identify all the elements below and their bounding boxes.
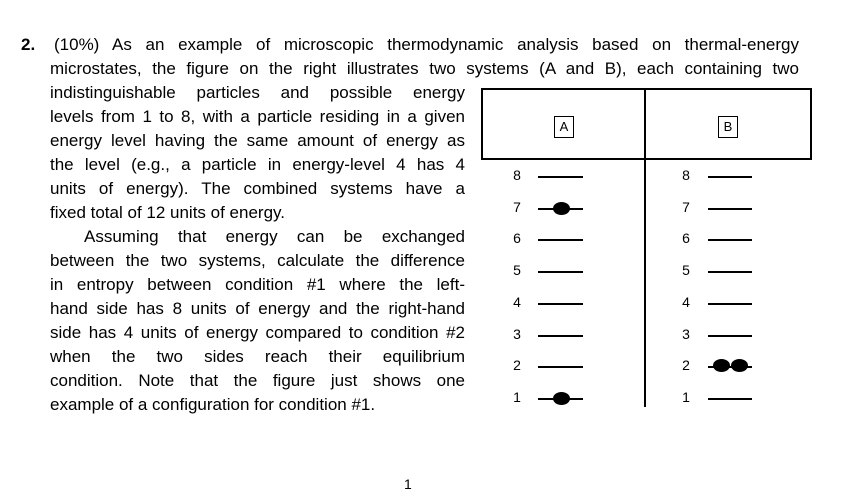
question-line: example of a configuration for condition #1.	[50, 395, 376, 414]
question-line: microstates, the figure on the right illustrates two systems (A and B), each containing two	[50, 59, 799, 78]
system-b-level-line	[708, 335, 752, 337]
system-b-label: B	[718, 116, 738, 138]
system-b-level-line	[708, 208, 752, 210]
figure-header-divider	[644, 88, 646, 158]
question-line: between the two systems, calculate the difference	[50, 251, 465, 270]
system-a-level-number: 4	[513, 293, 521, 310]
energy-level-figure	[481, 88, 811, 409]
system-a-level-number: 5	[513, 262, 521, 279]
question-line: the level (e.g., a particle in energy-level 4 has 4	[50, 155, 465, 174]
question-line: fixed total of 12 units of energy.	[50, 203, 285, 222]
system-a-particle	[553, 202, 570, 215]
system-b-level-line	[708, 239, 752, 241]
system-b-level-line	[708, 398, 752, 400]
question-line: hand side has 8 units of energy and the right-hand	[50, 299, 465, 318]
system-a-level-line	[538, 366, 583, 368]
question-line: energy level having the same amount of energy as	[50, 131, 465, 150]
system-a-level-line	[538, 239, 583, 241]
system-a-level-line	[538, 335, 583, 337]
system-b-level-line	[708, 303, 752, 305]
question-line: condition. Note that the figure just shows one	[50, 371, 465, 390]
system-a-level-number: 7	[513, 198, 521, 215]
system-b-level-line	[708, 271, 752, 273]
system-b-level-number: 3	[682, 325, 690, 342]
system-a-level-number: 1	[513, 388, 521, 405]
system-a-particle	[553, 392, 570, 405]
figure-axis-divider	[644, 158, 646, 407]
system-b-level-number: 1	[682, 388, 690, 405]
system-b-particle	[713, 359, 730, 372]
question-line: (10%) As an example of microscopic thermodynamic analysis based on thermal-energy	[54, 35, 799, 54]
system-b-level-number: 5	[682, 262, 690, 279]
question-line: levels from 1 to 8, with a particle residing in a given	[50, 107, 465, 126]
system-a-level-line	[538, 271, 583, 273]
system-b-level-number: 4	[682, 293, 690, 310]
system-b-level-number: 7	[682, 198, 690, 215]
question-line: units of energy). The combined systems have a	[50, 179, 465, 198]
page-number: 1	[404, 476, 412, 492]
system-b-particle	[731, 359, 748, 372]
system-b-level-number: 6	[682, 230, 690, 247]
system-a-level-number: 8	[513, 167, 521, 183]
question-line: Assuming that energy can be exchanged	[84, 227, 465, 246]
system-a-level-number: 6	[513, 230, 521, 247]
question-number: 2.	[21, 35, 36, 54]
figure-header-frame	[481, 88, 812, 160]
question-line: in entropy between condition #1 where the left-	[50, 275, 465, 294]
question-line: indistinguishable particles and possible energy	[50, 83, 465, 102]
question-line: when the two sides reach their equilibrium	[50, 347, 465, 366]
question-line: side has 4 units of energy compared to condition #2	[50, 323, 465, 342]
system-b-level-line	[708, 176, 752, 178]
system-a-level-line	[538, 176, 583, 178]
system-b-level-number: 2	[682, 357, 690, 374]
system-a-level-number: 3	[513, 325, 521, 342]
system-b-level-number: 8	[682, 167, 690, 183]
system-a-label: A	[554, 116, 574, 138]
system-a-level-number: 2	[513, 357, 521, 374]
system-a-level-line	[538, 303, 583, 305]
